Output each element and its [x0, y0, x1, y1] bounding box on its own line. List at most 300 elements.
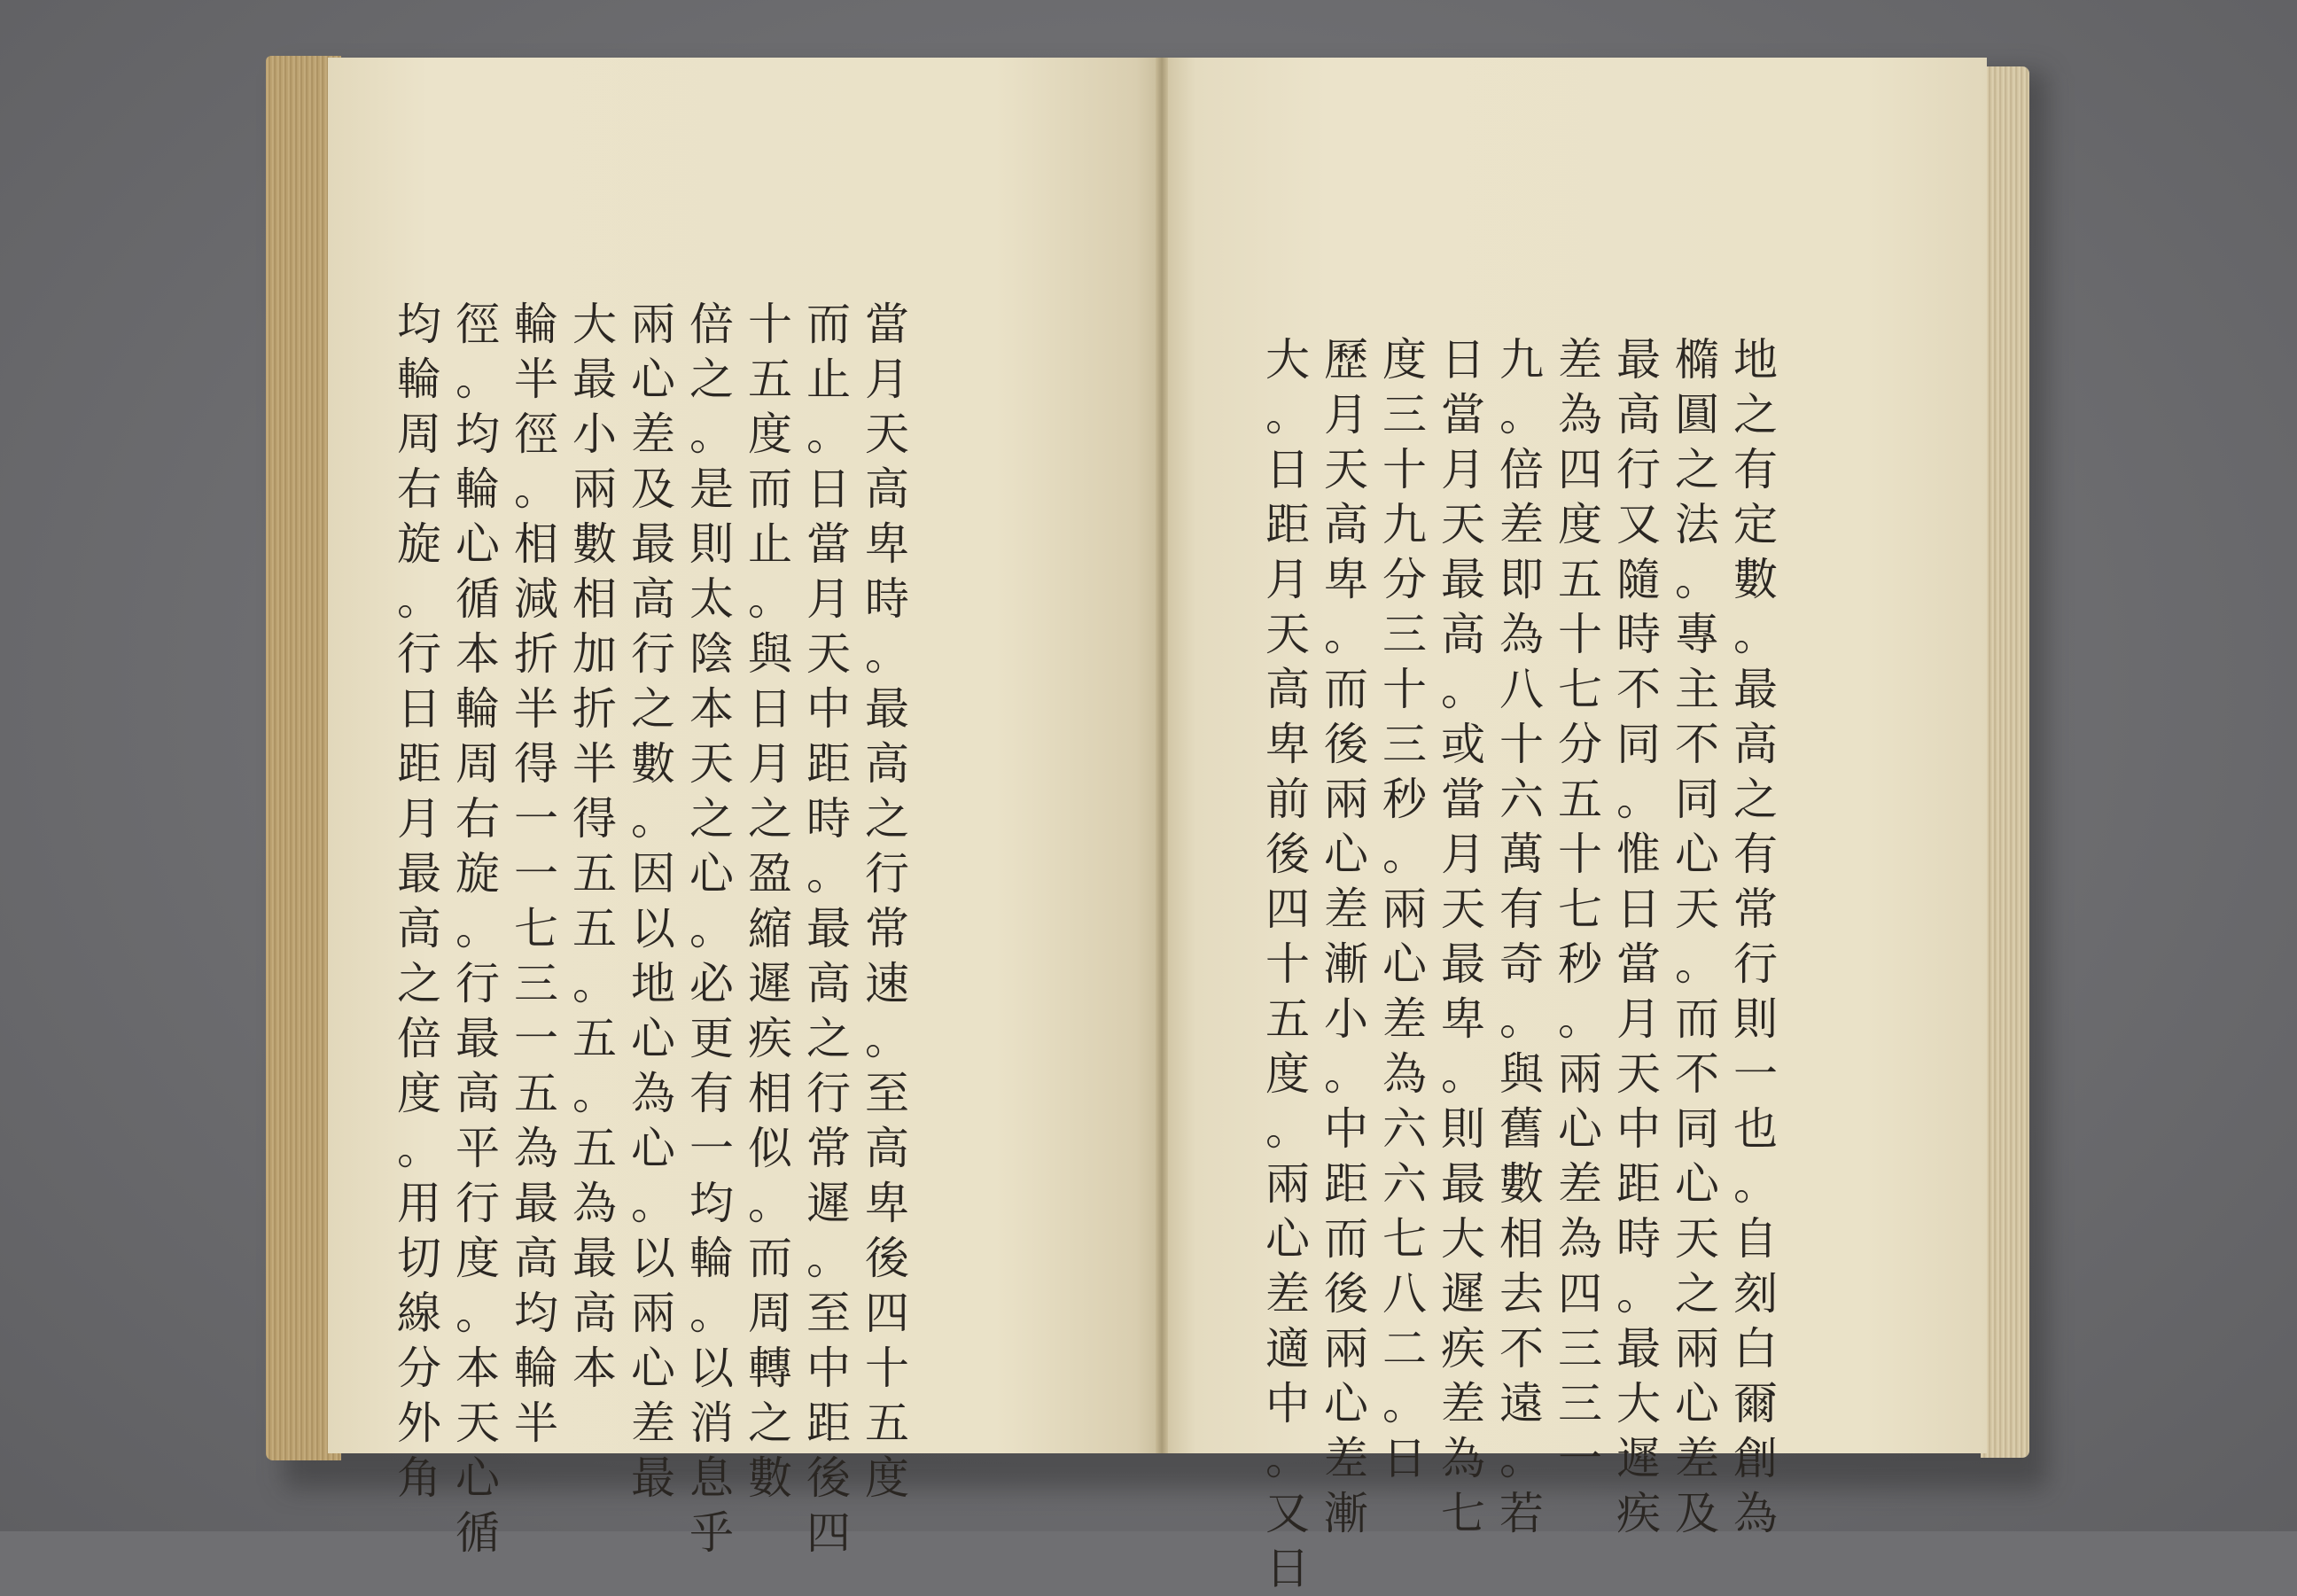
glyph: 數 — [572, 518, 617, 570]
glyph: 。 — [1265, 1103, 1310, 1155]
glyph: 法 — [1675, 499, 1719, 550]
glyph: 之 — [806, 1013, 851, 1064]
glyph: 五 — [572, 848, 617, 899]
glyph: 。 — [456, 903, 500, 954]
glyph: 天 — [1441, 884, 1485, 935]
glyph: 最 — [1441, 554, 1485, 605]
glyph: 心 — [1265, 1213, 1310, 1265]
glyph: 度 — [1382, 334, 1427, 385]
text-column — [801, 297, 856, 1561]
glyph: 。 — [1558, 993, 1602, 1045]
glyph: 即 — [1499, 554, 1544, 605]
glyph: 最 — [1616, 334, 1661, 385]
glyph: 天 — [689, 738, 734, 790]
glyph: 旋 — [456, 848, 500, 899]
glyph: 。 — [806, 848, 851, 899]
text-column — [509, 297, 564, 1561]
glyph: 行 — [806, 1068, 851, 1119]
glyph: 。 — [1382, 829, 1427, 880]
glyph: 當 — [806, 518, 851, 570]
glyph: 。 — [514, 463, 558, 515]
right-page-text — [1258, 332, 1785, 1596]
text-column — [1494, 332, 1549, 1596]
glyph: 行 — [456, 1178, 500, 1229]
glyph: 中 — [1616, 1103, 1661, 1155]
glyph: 五 — [572, 903, 617, 954]
glyph: 圓 — [1675, 389, 1719, 440]
glyph: 四 — [1558, 1268, 1602, 1320]
glyph: 有 — [1733, 829, 1778, 880]
text-column — [1377, 332, 1432, 1596]
glyph: 。 — [689, 409, 734, 460]
glyph: 常 — [865, 903, 909, 954]
glyph: 月 — [1616, 993, 1661, 1045]
glyph: 十 — [1558, 609, 1602, 660]
glyph: 。 — [397, 573, 441, 625]
glyph: 心 — [456, 518, 500, 570]
glyph: 高 — [865, 1123, 909, 1174]
glyph: 心 — [456, 1452, 500, 1504]
glyph: 。 — [572, 1068, 617, 1119]
glyph: 日 — [748, 683, 792, 735]
glyph: 秒 — [1382, 774, 1427, 825]
glyph: 遲 — [806, 1178, 851, 1229]
glyph: 天 — [1265, 609, 1310, 660]
glyph: 則 — [1441, 1103, 1485, 1155]
glyph: 最 — [397, 848, 441, 899]
glyph: 心 — [1324, 1378, 1368, 1429]
glyph: 止 — [748, 518, 792, 570]
glyph: 差 — [1441, 1378, 1485, 1429]
glyph: 距 — [806, 738, 851, 790]
glyph: 右 — [456, 793, 500, 845]
glyph: 行 — [1733, 938, 1778, 990]
glyph: 。 — [689, 1288, 734, 1339]
glyph: 五 — [1558, 774, 1602, 825]
glyph: 分 — [1558, 719, 1602, 770]
glyph: 七 — [1558, 664, 1602, 715]
glyph: 一 — [514, 1013, 558, 1064]
glyph: 當 — [1616, 938, 1661, 990]
glyph: 為 — [1382, 1048, 1427, 1100]
glyph: 陰 — [689, 628, 734, 680]
glyph: 萬 — [1499, 829, 1544, 880]
glyph: 三 — [1382, 609, 1427, 660]
glyph: 為 — [1558, 1213, 1602, 1265]
glyph: 分 — [397, 1343, 441, 1394]
glyph: 四 — [806, 1507, 851, 1559]
glyph: 地 — [1733, 334, 1778, 385]
glyph: 也 — [1733, 1103, 1778, 1155]
glyph: 乎 — [689, 1507, 734, 1559]
glyph: 時 — [1616, 1213, 1661, 1265]
text-column — [567, 297, 622, 1561]
glyph: 本 — [572, 1343, 617, 1394]
glyph: 五 — [572, 1013, 617, 1064]
glyph: 折 — [572, 683, 617, 735]
text-column — [450, 297, 505, 1561]
glyph: 行 — [865, 848, 909, 899]
glyph: 半 — [514, 354, 558, 405]
glyph: 遲 — [1616, 1433, 1661, 1484]
glyph: 。 — [456, 354, 500, 405]
glyph: 心 — [1558, 1103, 1602, 1155]
glyph: 漸 — [1324, 938, 1368, 990]
glyph: 中 — [806, 1343, 851, 1394]
glyph: 度 — [1558, 499, 1602, 550]
glyph: 月 — [1441, 829, 1485, 880]
glyph: 。 — [1382, 1378, 1427, 1429]
glyph: 漸 — [1324, 1488, 1368, 1539]
glyph: 。 — [1499, 389, 1544, 440]
glyph: 倍 — [397, 1013, 441, 1064]
glyph: 大 — [1616, 1378, 1661, 1429]
glyph: 是 — [689, 463, 734, 515]
glyph: 日 — [1441, 334, 1485, 385]
glyph: 六 — [1499, 774, 1544, 825]
glyph: 。 — [865, 1013, 909, 1064]
glyph: 止 — [806, 354, 851, 405]
glyph: 月 — [748, 738, 792, 790]
glyph: 輪 — [689, 1233, 734, 1284]
glyph: 線 — [397, 1288, 441, 1339]
glyph: 。 — [1499, 993, 1544, 1045]
glyph: 行 — [631, 628, 675, 680]
glyph: 高 — [1733, 719, 1778, 770]
glyph: 差 — [1324, 884, 1368, 935]
glyph: 八 — [1382, 1268, 1427, 1320]
glyph: 必 — [689, 958, 734, 1009]
glyph: 不 — [1675, 719, 1719, 770]
text-column — [1611, 332, 1666, 1596]
glyph: 之 — [1675, 1268, 1719, 1320]
glyph: 。 — [397, 1123, 441, 1174]
text-column — [743, 297, 798, 1561]
glyph: 而 — [748, 1233, 792, 1284]
glyph: 後 — [1324, 1268, 1368, 1320]
glyph: 三 — [1558, 1323, 1602, 1374]
glyph: 距 — [1324, 1158, 1368, 1210]
glyph: 用 — [397, 1178, 441, 1229]
glyph: 天 — [1675, 1213, 1719, 1265]
glyph: 半 — [572, 738, 617, 790]
glyph: 四 — [1265, 884, 1310, 935]
glyph: 九 — [1382, 499, 1427, 550]
glyph: 一 — [1558, 1433, 1602, 1484]
glyph: 。 — [1499, 1433, 1544, 1484]
glyph: 月 — [806, 573, 851, 625]
glyph: 本 — [456, 628, 500, 680]
glyph: 為 — [1441, 1433, 1485, 1484]
glyph: 均 — [397, 299, 441, 350]
glyph: 差 — [1558, 1158, 1602, 1210]
glyph: 盈 — [748, 848, 792, 899]
glyph: 。 — [689, 903, 734, 954]
glyph: 以 — [631, 903, 675, 954]
glyph: 之 — [1733, 774, 1778, 825]
glyph: 遲 — [1441, 1268, 1485, 1320]
glyph: 三 — [514, 958, 558, 1009]
glyph: 以 — [631, 1233, 675, 1284]
glyph: 。 — [1441, 1048, 1485, 1100]
glyph: 之 — [748, 1397, 792, 1449]
glyph: 及 — [631, 463, 675, 515]
glyph: 兩 — [631, 1288, 675, 1339]
glyph: 九 — [1499, 334, 1544, 385]
glyph: 當 — [1441, 389, 1485, 440]
glyph: 最 — [865, 683, 909, 735]
glyph: 天 — [456, 1397, 500, 1449]
glyph: 平 — [456, 1123, 500, 1174]
glyph: 度 — [1265, 1048, 1310, 1100]
glyph: 十 — [1382, 444, 1427, 495]
glyph: 息 — [689, 1452, 734, 1504]
glyph: 。 — [865, 628, 909, 680]
glyph: 數 — [748, 1452, 792, 1504]
glyph: 舊 — [1499, 1103, 1544, 1155]
glyph: 月 — [1265, 554, 1310, 605]
glyph: 周 — [456, 738, 500, 790]
glyph: 五 — [1265, 993, 1310, 1045]
glyph: 同 — [1675, 1103, 1719, 1155]
glyph: 日 — [806, 463, 851, 515]
glyph: 卑 — [1265, 719, 1310, 770]
glyph: 有 — [1499, 884, 1544, 935]
glyph: 半 — [514, 683, 558, 735]
glyph: 疾 — [748, 1013, 792, 1064]
glyph: 八 — [1499, 664, 1544, 715]
glyph: 轉 — [748, 1343, 792, 1394]
glyph: 適 — [1265, 1323, 1310, 1374]
glyph: 輪 — [456, 683, 500, 735]
glyph: 心 — [1675, 1158, 1719, 1210]
glyph: 差 — [631, 1397, 675, 1449]
glyph: 隨 — [1616, 554, 1661, 605]
glyph: 而 — [1324, 664, 1368, 715]
glyph: 差 — [631, 409, 675, 460]
glyph: 半 — [514, 1397, 558, 1449]
glyph: 十 — [1265, 938, 1310, 990]
glyph: 心 — [689, 848, 734, 899]
glyph: 兩 — [1324, 774, 1368, 825]
glyph: 六 — [1382, 1158, 1427, 1210]
glyph: 而 — [1324, 1213, 1368, 1265]
text-column — [684, 297, 739, 1561]
glyph: 更 — [689, 1013, 734, 1064]
glyph: 度 — [456, 1233, 500, 1284]
glyph: 心 — [631, 1013, 675, 1064]
glyph: 五 — [1558, 554, 1602, 605]
glyph: 似 — [748, 1123, 792, 1174]
glyph: 得 — [514, 738, 558, 790]
glyph: 相 — [514, 518, 558, 570]
glyph: 輪 — [397, 354, 441, 405]
glyph: 五 — [865, 1397, 909, 1449]
glyph: 相 — [572, 573, 617, 625]
glyph: 心 — [631, 354, 675, 405]
glyph: 兩 — [1382, 884, 1427, 935]
glyph: 四 — [865, 1288, 909, 1339]
glyph: 時 — [806, 793, 851, 845]
glyph: 距 — [397, 738, 441, 790]
glyph: 天 — [806, 628, 851, 680]
glyph: 。 — [1616, 1268, 1661, 1320]
glyph: 六 — [1382, 1103, 1427, 1155]
glyph: 徑 — [456, 299, 500, 350]
glyph: 差 — [1675, 1433, 1719, 1484]
glyph: 而 — [1675, 993, 1719, 1045]
glyph: 高 — [1265, 664, 1310, 715]
glyph: 右 — [397, 463, 441, 515]
glyph: 本 — [456, 1343, 500, 1394]
glyph: 心 — [1675, 1378, 1719, 1429]
glyph: 創 — [1733, 1433, 1778, 1484]
glyph: 。 — [1616, 774, 1661, 825]
glyph: 最 — [572, 1233, 617, 1284]
glyph: 天 — [1616, 1048, 1661, 1100]
glyph: 均 — [689, 1178, 734, 1229]
glyph: 一 — [514, 793, 558, 845]
glyph: 時 — [865, 573, 909, 625]
glyph: 日 — [1265, 444, 1310, 495]
glyph: 或 — [1441, 719, 1485, 770]
glyph: 高 — [865, 738, 909, 790]
glyph: 高 — [806, 958, 851, 1009]
glyph: 高 — [397, 903, 441, 954]
glyph: 。 — [631, 793, 675, 845]
glyph: 又 — [1616, 499, 1661, 550]
glyph: 卑 — [1441, 993, 1485, 1045]
glyph: 月 — [1324, 389, 1368, 440]
glyph: 中 — [1324, 1103, 1368, 1155]
glyph: 卑 — [1324, 554, 1368, 605]
glyph: 及 — [1675, 1488, 1719, 1539]
glyph: 最 — [514, 1178, 558, 1229]
glyph: 減 — [514, 573, 558, 625]
glyph: 為 — [1558, 389, 1602, 440]
glyph: 之 — [1733, 389, 1778, 440]
glyph: 最 — [806, 903, 851, 954]
glyph: 為 — [572, 1178, 617, 1229]
glyph: 。 — [456, 1288, 500, 1339]
glyph: 爾 — [1733, 1378, 1778, 1429]
glyph: 相 — [1499, 1213, 1544, 1265]
glyph: 十 — [865, 1343, 909, 1394]
glyph: 差 — [1382, 993, 1427, 1045]
page-edges-right — [1981, 66, 2029, 1458]
glyph: 又 — [1265, 1488, 1310, 1539]
glyph: 。 — [806, 1233, 851, 1284]
glyph: 高 — [631, 573, 675, 625]
glyph: 均 — [456, 409, 500, 460]
glyph: 因 — [631, 848, 675, 899]
text-column — [1553, 332, 1608, 1596]
glyph: 行 — [456, 958, 500, 1009]
text-column — [1319, 332, 1374, 1596]
glyph: 至 — [865, 1068, 909, 1119]
glyph: 。 — [572, 958, 617, 1009]
glyph: 則 — [689, 518, 734, 570]
glyph: 不 — [1616, 664, 1661, 715]
glyph: 高 — [514, 1233, 558, 1284]
glyph: 距 — [806, 1397, 851, 1449]
glyph: 距 — [1616, 1158, 1661, 1210]
glyph: 。 — [1265, 1433, 1310, 1484]
glyph: 遠 — [1499, 1378, 1544, 1429]
glyph: 角 — [397, 1452, 441, 1504]
glyph: 與 — [748, 628, 792, 680]
glyph: 之 — [689, 793, 734, 845]
glyph: 大 — [1265, 334, 1310, 385]
glyph: 有 — [1733, 444, 1778, 495]
glyph: 。 — [1441, 664, 1485, 715]
glyph: 循 — [456, 573, 500, 625]
glyph: 輪 — [514, 1343, 558, 1394]
glyph: 為 — [1733, 1488, 1778, 1539]
glyph: 二 — [1382, 1323, 1427, 1374]
glyph: 。 — [748, 573, 792, 625]
glyph: 前 — [1265, 774, 1310, 825]
glyph: 為 — [631, 1068, 675, 1119]
glyph: 中 — [1265, 1378, 1310, 1429]
glyph: 後 — [806, 1452, 851, 1504]
glyph: 常 — [1733, 884, 1778, 935]
glyph: 周 — [397, 409, 441, 460]
glyph: 。 — [1675, 938, 1719, 990]
glyph: 月 — [1441, 444, 1485, 495]
glyph: 三 — [1558, 1378, 1602, 1429]
glyph: 月 — [397, 793, 441, 845]
glyph: 輪 — [456, 463, 500, 515]
glyph: 一 — [689, 1123, 734, 1174]
glyph: 太 — [689, 573, 734, 625]
text-column — [860, 297, 915, 1561]
glyph: 後 — [1324, 719, 1368, 770]
glyph: 兩 — [572, 463, 617, 515]
glyph: 速 — [865, 958, 909, 1009]
glyph: 距 — [1265, 499, 1310, 550]
glyph: 時 — [1616, 609, 1661, 660]
glyph: 相 — [748, 1068, 792, 1119]
glyph: 差 — [1265, 1268, 1310, 1320]
glyph: 。 — [1733, 609, 1778, 660]
glyph: 兩 — [631, 299, 675, 350]
glyph: 之 — [397, 958, 441, 1009]
glyph: 卑 — [865, 1178, 909, 1229]
glyph: 為 — [514, 1123, 558, 1174]
glyph: 刻 — [1733, 1268, 1778, 1320]
glyph: 有 — [689, 1068, 734, 1119]
glyph: 十 — [1382, 664, 1427, 715]
glyph: 當 — [1441, 774, 1485, 825]
glyph: 度 — [748, 409, 792, 460]
glyph: 日 — [1265, 1543, 1310, 1594]
glyph: 。 — [1265, 389, 1310, 440]
glyph: 縮 — [748, 903, 792, 954]
glyph: 十 — [748, 299, 792, 350]
glyph: 高 — [456, 1068, 500, 1119]
glyph: 三 — [1382, 719, 1427, 770]
glyph: 兩 — [1265, 1158, 1310, 1210]
glyph: 之 — [865, 793, 909, 845]
glyph: 七 — [1382, 1213, 1427, 1265]
glyph: 最 — [631, 1452, 675, 1504]
glyph: 五 — [748, 354, 792, 405]
text-column — [1436, 332, 1491, 1596]
text-column — [626, 297, 681, 1561]
glyph: 橢 — [1675, 334, 1719, 385]
glyph: 與 — [1499, 1048, 1544, 1100]
